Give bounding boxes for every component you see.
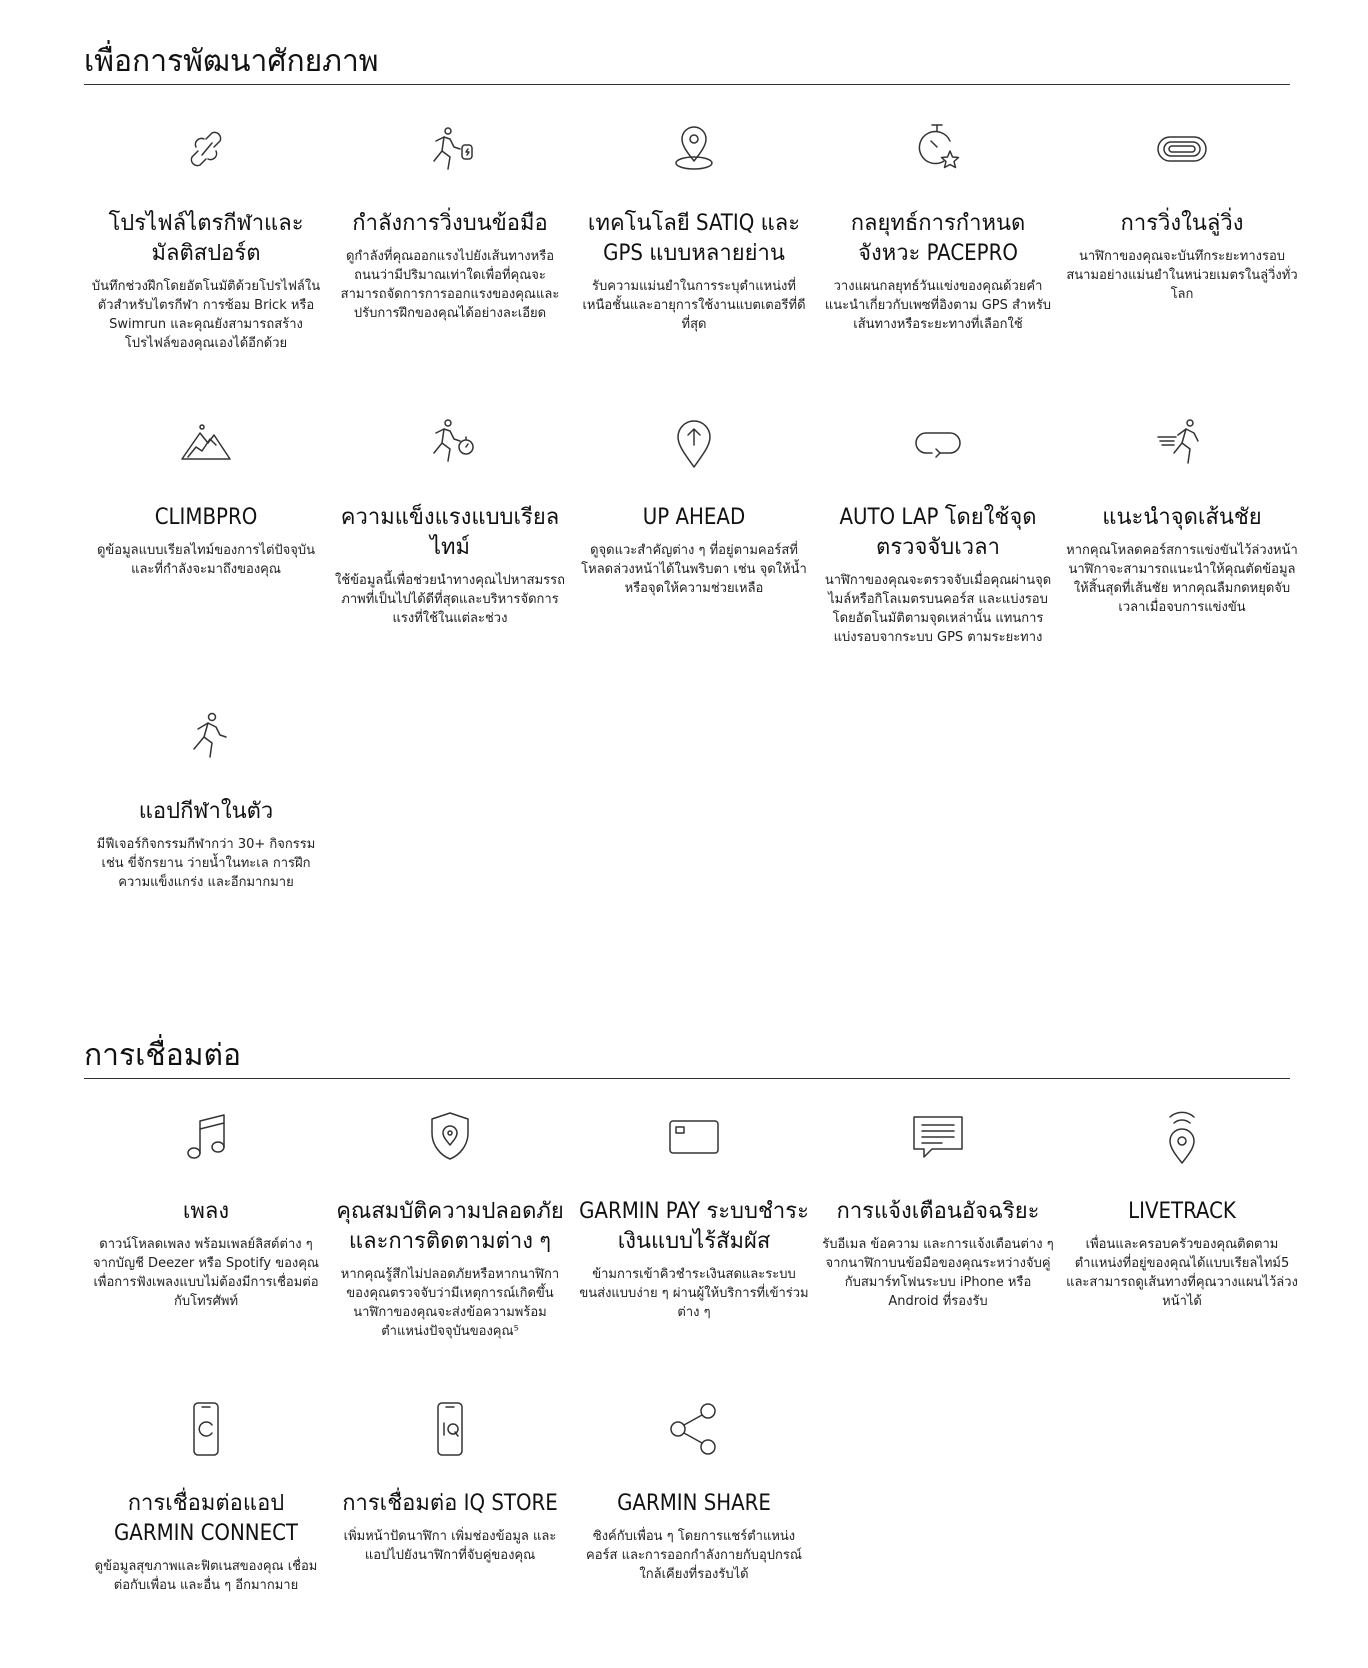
connectivity-section-title: การเชื่อมต่อ bbox=[84, 1038, 1290, 1079]
runner-icon bbox=[90, 707, 322, 767]
feature-description: นาฬิกาของคุณจะบันทึกระยะทางรอบสนามอย่างแม่นยำในหน่วยเมตรในลู่วิ่งทั่วโลก bbox=[1066, 249, 1298, 302]
feature-description: ดาวน์โหลดเพลง พร้อมเพลย์ลิสต์ต่าง ๆ จากบัญชี Deezer หรือ Spotify ของคุณ เพื่อการฟังเพลงแบบไม่ต้องมีการเชื่อมต่อกับโทรศัพท์ bbox=[92, 1237, 319, 1309]
feature-description: รับอีเมล ข้อความ และการแจ้งเตือนต่าง ๆ จากนาฬิกาบนข้อมือของคุณระหว่างจับคู่กับสมาร์ทโฟนระบบ iPhone หรือ Android ที่รองรับ bbox=[822, 1237, 1054, 1309]
feature-title: AUTO LAP โดยใช้จุดตรวจจับเวลา bbox=[839, 505, 1037, 560]
feature-pacepro bbox=[816, 119, 1060, 353]
share-icon bbox=[578, 1399, 810, 1459]
feature-title: คุณสมบัติความปลอดภัยและการติดตามต่าง ๆ bbox=[336, 1199, 564, 1254]
stopwatch-star-icon bbox=[822, 119, 1054, 179]
feature-title: เทคโนโลยี SATIQ และ GPS แบบหลายย่าน bbox=[587, 211, 801, 266]
feature-garmin-pay bbox=[572, 1107, 816, 1341]
mountain-climb-icon bbox=[90, 413, 322, 473]
feature-title: แนะนำจุดเส้นชัย bbox=[1102, 505, 1262, 530]
message-bubble-icon bbox=[822, 1107, 1054, 1167]
connectivity-section bbox=[84, 1038, 1298, 1595]
feature-livetrack bbox=[1060, 1107, 1304, 1341]
feature-safety-tracking bbox=[328, 1107, 572, 1341]
feature-title: โปรไฟล์ไตรกีฬาและมัลติสปอร์ต bbox=[108, 211, 304, 266]
feature-title: การแจ้งเตือนอัจฉริยะ bbox=[836, 1199, 1040, 1224]
feature-title: แอปกีฬาในตัว bbox=[138, 799, 274, 824]
feature-title: ความแข็งแรงแบบเรียลไทม์ bbox=[340, 505, 560, 560]
feature-description: ดูข้อมูลสุขภาพและฟิตเนสของคุณ เชื่อมต่อกับเพื่อน และอื่น ๆ อีกมากมาย bbox=[94, 1559, 318, 1593]
feature-description: หากคุณรู้สึกไม่ปลอดภัยหรือหากนาฬิกาของคุณตรวจจับว่ามีเหตุการณ์เกิดขึ้น นาฬิกาของคุณจะส่งข้อความพร้อมตำแหน่งปัจจุบันของคุณ⁵ bbox=[340, 1267, 560, 1339]
triathlon-links-icon bbox=[90, 119, 322, 179]
feature-description: หากคุณโหลดคอร์สการแข่งขันไว้ล่วงหน้า นาฬิกาจะสามารถแนะนำให้คุณตัดข้อมูลให้สิ้นสุดที่เส้นชัย หากคุณลืมกดหยุดจับเวลาเมื่อจบการแข่งขัน bbox=[1066, 543, 1298, 615]
development-section-title: เพื่อการพัฒนาศักยภาพ bbox=[84, 44, 1290, 85]
feature-title: กำลังการวิ่งบนข้อมือ bbox=[352, 211, 548, 236]
feature-description: ข้ามการเข้าคิวชำระเงินสดและระบบขนส่งแบบง่าย ๆ ผ่านผู้ให้บริการที่เข้าร่วมต่าง ๆ bbox=[579, 1267, 809, 1320]
phone-connect-icon bbox=[90, 1399, 322, 1459]
feature-description: บันทึกช่วงฝึกโดยอัตโนมัติด้วยโปรไฟล์ในตัวสำหรับไตรกีฬา การซ้อม Brick หรือ Swimrun และคุณยังสามารถสร้างโปรไฟล์ของคุณเองได้อีกด้วย bbox=[91, 279, 321, 351]
feature-auto-lap bbox=[816, 413, 1060, 647]
feature-description: ดูกำลังที่คุณออกแรงไปยังเส้นทางหรือถนนว่ามีปริมาณเท่าใดเพื่อที่คุณจะสามารถจัดการการออกแรงของคุณและปรับการฝึกของคุณได้อย่างละเอียด bbox=[340, 249, 560, 321]
feature-realtime-stamina bbox=[328, 413, 572, 647]
feature-smart-notifications bbox=[816, 1107, 1060, 1341]
feature-track-run bbox=[1060, 119, 1304, 353]
feature-title: กลยุทธ์การกำหนดจังหวะ PACEPRO bbox=[850, 211, 1026, 266]
music-note-icon bbox=[90, 1107, 322, 1167]
feature-up-ahead bbox=[572, 413, 816, 647]
runner-stopwatch-icon bbox=[334, 413, 566, 473]
feature-title: CLIMBPRO bbox=[154, 505, 258, 530]
phone-iq-icon bbox=[334, 1399, 566, 1459]
feature-description: ใช้ข้อมูลนี้เพื่อช่วยนำทางคุณไปหาสมรรถภาพที่เป็นไปได้ดีที่สุดและบริหารจัดการแรงที่ใช้ในแต่ละช่วง bbox=[334, 573, 565, 626]
feature-title: GARMIN PAY ระบบชำระเงินแบบไร้สัมผัส bbox=[579, 1199, 809, 1254]
feature-title: LIVETRACK bbox=[1128, 1199, 1236, 1224]
feature-description: วางแผนกลยุทธ์วันแข่งของคุณด้วยคำแนะนำเกี่ยวกับเพซที่อิงตาม GPS สำหรับเส้นทางหรือระยะทางที่เลือกใช้ bbox=[824, 279, 1052, 332]
feature-music bbox=[84, 1107, 328, 1341]
shield-location-icon bbox=[334, 1107, 566, 1167]
feature-description: ซิงค์กับเพื่อน ๆ โดยการแชร์ตำแหน่งคอร์ส และการออกกำลังกายกับอุปกรณ์ใกล้เคียงที่รองรับได้ bbox=[586, 1529, 802, 1582]
feature-title: UP AHEAD bbox=[642, 505, 746, 530]
feature-iq-store bbox=[328, 1399, 572, 1595]
feature-garmin-share bbox=[572, 1399, 816, 1595]
live-location-icon bbox=[1066, 1107, 1298, 1167]
payment-card-icon bbox=[578, 1107, 810, 1167]
feature-description: ดูจุดแวะสำคัญต่าง ๆ ที่อยู่ตามคอร์สที่โหลดล่วงหน้าได้ในพริบตา เช่น จุดให้น้ำ หรือจุดให้ความช่วยเหลือ bbox=[581, 543, 807, 596]
feature-title: การเชื่อมต่อ IQ STORE bbox=[342, 1491, 558, 1516]
loop-arrow-icon bbox=[822, 413, 1054, 473]
feature-title: การเชื่อมต่อแอป GARMIN CONNECT bbox=[113, 1491, 299, 1546]
running-track-icon bbox=[1066, 119, 1298, 179]
feature-title: เพลง bbox=[182, 1199, 230, 1224]
feature-description: รับความแม่นยำในการระบุตำแหน่งที่เหนือชั้นและอายุการใช้งานแบตเตอรีที่ดีที่สุด bbox=[582, 279, 806, 332]
feature-description: มีฟีเจอร์กิจกรรมกีฬากว่า 30+ กิจกรรม เช่น ขี่จักรยาน ว่ายน้ำในทะเล การฝึกความแข็งแกร่ง และอีกมากมาย bbox=[96, 837, 316, 890]
development-section bbox=[84, 44, 1298, 892]
feature-wrist-running-power bbox=[328, 119, 572, 353]
feature-description: นาฬิกาของคุณจะตรวจจับเมื่อคุณผ่านจุดไมล์หรือกิโลเมตรบนคอร์ส และแบ่งรอบโดยอัตโนมัติตามจุดเหล่านั้น แทนการแบ่งรอบจากระบบ GPS ตามระยะทาง bbox=[824, 573, 1052, 645]
feature-description: ดูข้อมูลแบบเรียลไทม์ของการไต่ปัจจุบันและที่กำลังจะมาถึงของคุณ bbox=[96, 543, 316, 577]
feature-garmin-connect bbox=[84, 1399, 328, 1595]
feature-title: GARMIN SHARE bbox=[617, 1491, 771, 1516]
development-feature-grid bbox=[84, 119, 1298, 892]
feature-satiq-gps bbox=[572, 119, 816, 353]
feature-description: เพื่อนและครอบครัวของคุณติดตามตำแหน่งที่อยู่ของคุณได้แบบเรียลไทม์5 และสามารถดูเส้นทางที่คุณวางแผนไว้ล่วงหน้าได้ bbox=[1066, 1237, 1298, 1309]
connectivity-feature-grid bbox=[84, 1107, 1298, 1595]
running-power-icon bbox=[334, 119, 566, 179]
feature-description: เพิ่มหน้าปัดนาฬิกา เพิ่มช่องข้อมูล และแอปไปยังนาฬิกาที่จับคู่ของคุณ bbox=[343, 1529, 557, 1563]
feature-title: การวิ่งในลู่วิ่ง bbox=[1120, 211, 1244, 236]
feature-climbpro bbox=[84, 413, 328, 647]
feature-triathlon-profiles bbox=[84, 119, 328, 353]
location-pin-icon bbox=[578, 119, 810, 179]
finish-line-runner-icon bbox=[1066, 413, 1298, 473]
up-arrow-pin-icon bbox=[578, 413, 810, 473]
feature-builtin-sports-apps bbox=[84, 707, 328, 892]
feature-finish-line bbox=[1060, 413, 1304, 647]
